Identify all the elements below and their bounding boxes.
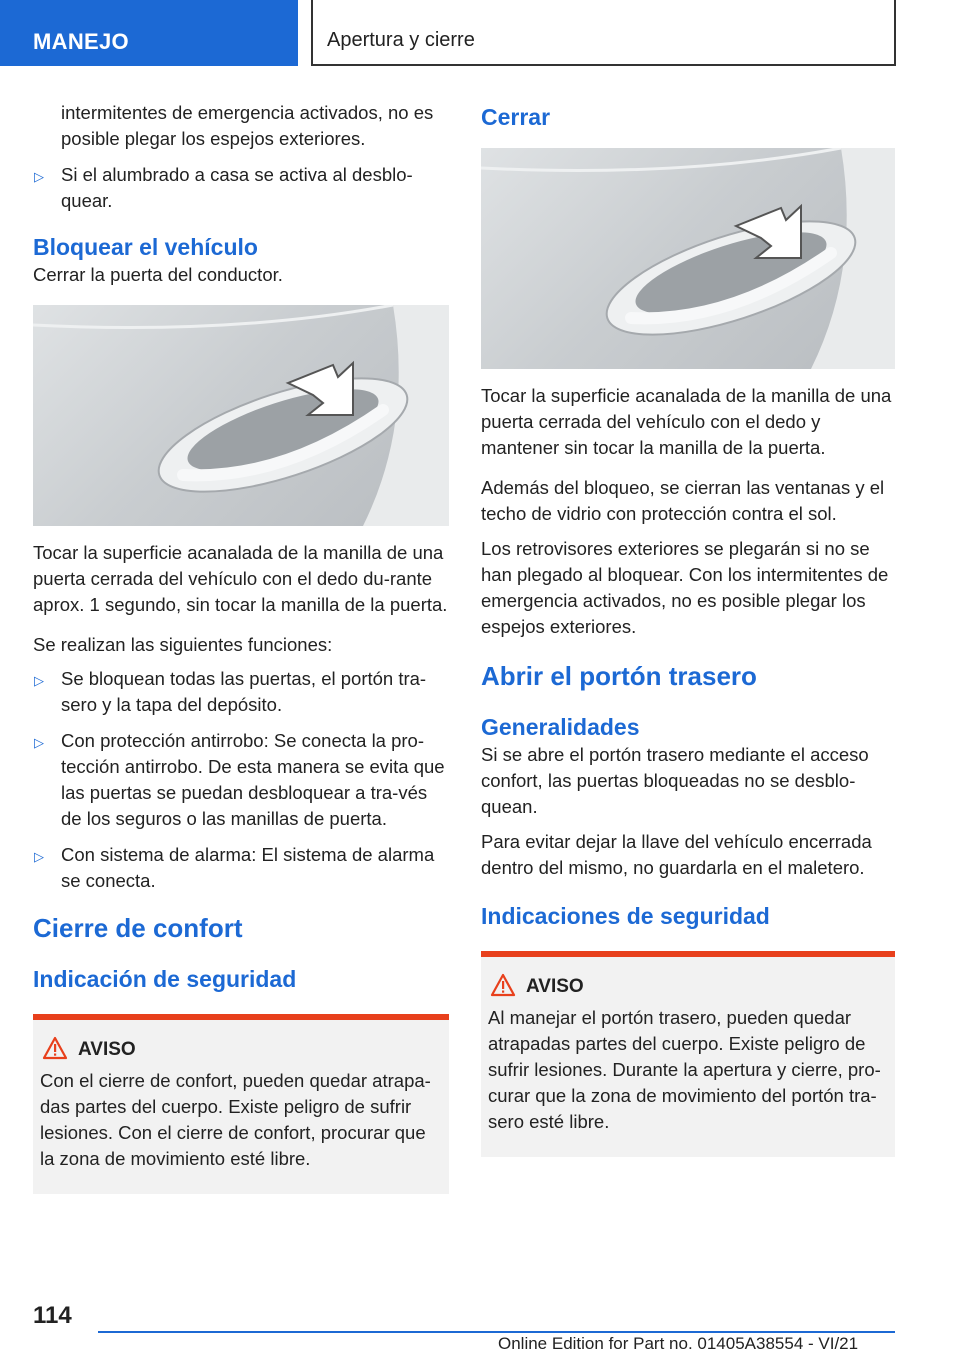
functions-intro-text: Se realizan las siguientes funciones: [33, 634, 333, 655]
open-tailgate-heading: Abrir el portón trasero [481, 661, 757, 691]
header-chapter-label: Apertura y cierre [327, 29, 475, 51]
functions-bullet-list [33, 666, 449, 894]
edition-text: Online Edition for Part no. 01405A38554 - VI/21 [498, 1334, 859, 1353]
header-section-label: MANEJO [33, 29, 129, 54]
general-text-2: Para evitar dejar la llave del vehículo encerrada dentro del mismo, no guardarla en el maletero. [481, 831, 872, 878]
header-chapter-box [311, 0, 896, 66]
door-handle-illustration [33, 305, 449, 526]
warning-title: AVISO [526, 975, 584, 999]
door-handle-illustration [481, 148, 895, 369]
warning-text: Al manejar el portón trasero, pueden quedar atrapadas partes del cuerpo. Existe peligro de sufrir lesiones. Durante la apertura y cierre, pro-curar que la zona de movimiento del portón tra-sero esté libre. [488, 1007, 881, 1132]
list-item: ▷ Con protección antirrobo: Se conecta la pro-tección antirrobo. De esta manera se evita que las puertas se puedan desbloquear a tra-vés de los seguros o las manillas de puerta. [34, 730, 445, 829]
bullet-triangle-icon: ▷ [34, 673, 44, 688]
list-item: ▷ Con sistema de alarma: El sistema de alarma se conecta. [34, 844, 435, 891]
right-column [481, 100, 895, 1157]
door-handle-arrow-icon [481, 148, 895, 369]
warning-triangle-icon [42, 1036, 68, 1060]
warning-box [33, 1014, 449, 1194]
list-item: ▷ Si el alumbrado a casa se activa al desblo-quear. [34, 164, 413, 211]
lock-vehicle-heading: Bloquear el vehículo [33, 234, 258, 260]
warning-title: AVISO [78, 1038, 136, 1062]
lock-vehicle-text: Cerrar la puerta del conductor. [33, 264, 283, 285]
comfort-lock-heading: Cierre de confort [33, 913, 243, 943]
warning-text: Con el cierre de confort, pueden quedar atrapa-das partes del cuerpo. Existe peligro de sufrir lesiones. Con el cierre de confort, procurar que la zona de movimiento esté libre. [40, 1070, 431, 1169]
bullet-triangle-icon: ▷ [34, 849, 44, 864]
touch-instruction-text: Tocar la superficie acanalada de la manilla de una puerta cerrada del vehículo con el dedo du-rante aprox. 1 segundo, sin tocar la manilla de la puerta. [33, 542, 448, 615]
safety-note-heading: Indicación de seguridad [33, 966, 297, 992]
bullet-triangle-icon: ▷ [34, 169, 44, 184]
close-also-text: Además del bloqueo, se cierran las ventanas y el techo de vidrio con protección contra el sol. [481, 477, 885, 524]
mirrors-text: Los retrovisores exteriores se plegarán si no se han plegado al bloquear. Con los intermitentes de emergencia activados, no es posible plegar los espejos exteriores. [481, 538, 889, 637]
list-item: ▷ Se bloquean todas las puertas, el portón tra-sero y la tapa del depósito. [34, 668, 427, 715]
door-handle-arrow-icon [33, 305, 449, 526]
page-number: 114 [33, 1302, 72, 1329]
general-text-1: Si se abre el portón trasero mediante el acceso confort, las puertas bloqueadas no se desblo-quean. [481, 744, 869, 817]
bullet-list-top [33, 162, 449, 214]
warning-triangle-icon [490, 973, 516, 997]
left-column [33, 100, 449, 1194]
warning-box [481, 951, 895, 1157]
general-heading: Generalidades [481, 714, 640, 740]
close-touch-text: Tocar la superficie acanalada de la manilla de una puerta cerrada del vehículo con el dedo y mantener sin tocar la manilla de la puerta. [481, 385, 892, 458]
header-section-tab [0, 0, 298, 66]
safety-notes-heading: Indicaciones de seguridad [481, 903, 770, 929]
footer-divider [98, 1331, 895, 1333]
bullet-triangle-icon: ▷ [34, 735, 44, 750]
close-heading: Cerrar [481, 104, 551, 130]
continued-bullet-text: intermitentes de emergencia activados, no es posible plegar los espejos exteriores. [61, 102, 434, 149]
